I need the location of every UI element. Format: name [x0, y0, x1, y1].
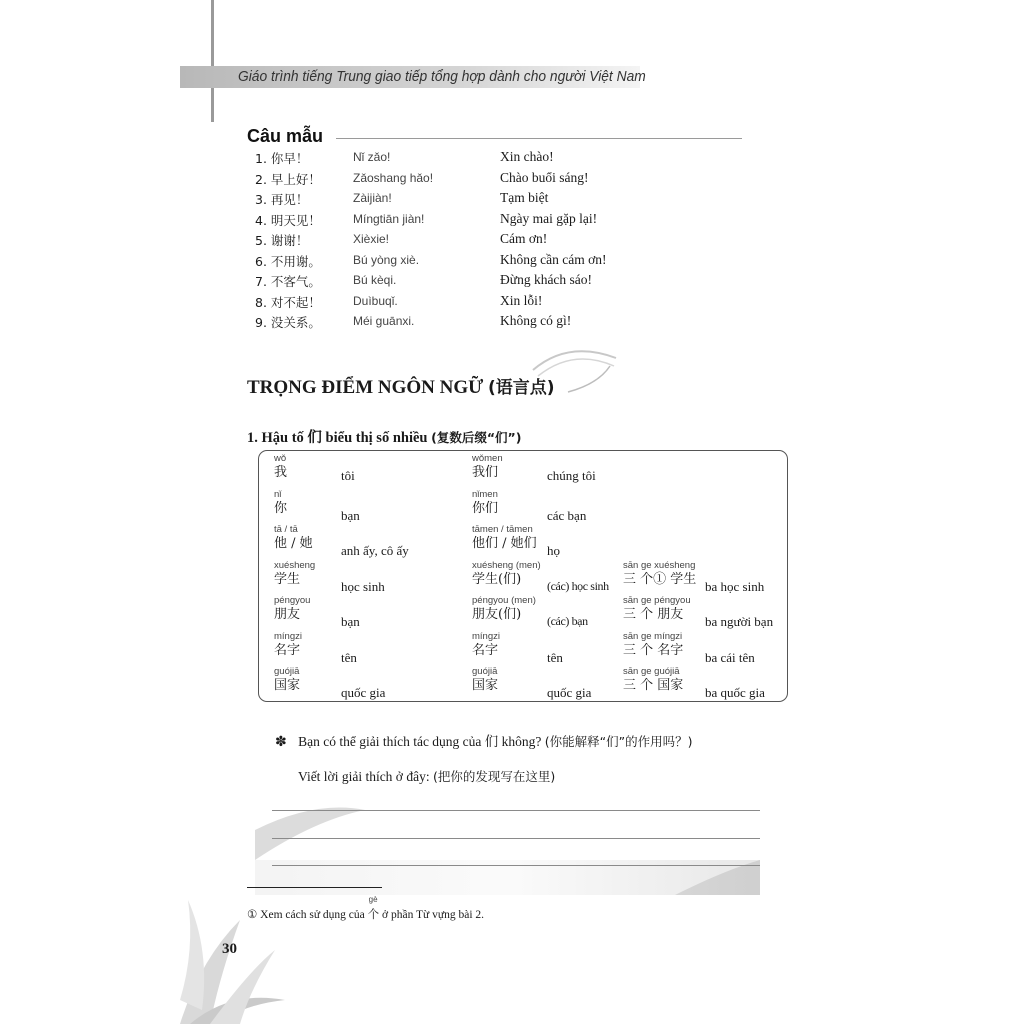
sentence-zh: 8. 对不起！ — [255, 294, 321, 310]
vocab-meaning: ba học sinh — [705, 578, 765, 594]
vocab-hanzi: 我 — [274, 465, 288, 480]
sentence-zh: 2. 早上好！ — [255, 171, 321, 187]
vocab-hanzi: 他 / 她 — [274, 536, 313, 551]
sentence-vi: Tạm biệt — [500, 190, 549, 205]
vocab-hanzi: 名字 — [472, 642, 499, 658]
vocab-pinyin: péngyou (men) — [472, 595, 536, 606]
vocab-meaning: quốc gia — [341, 685, 386, 700]
vocab-meaning: tôi — [341, 468, 355, 483]
vocab-pinyin: sān ge xuésheng — [623, 559, 696, 571]
footnote-ruby: gè — [368, 895, 378, 904]
vocab-pinyin: nǐ — [274, 488, 282, 500]
sentence-vi: Xin lỗi! — [500, 292, 543, 308]
vocab-word — [472, 489, 498, 518]
section-title-vi: TRỌNG ĐIỂM NGÔN NGỮ — [247, 377, 484, 398]
vocab-pinyin: tāmen / tāmen — [472, 524, 533, 535]
vocab-word — [472, 453, 503, 482]
answer-line[interactable] — [272, 865, 760, 866]
sentence-vi: Không có gì! — [500, 313, 572, 328]
vocab-hanzi: 国家 — [274, 678, 301, 693]
answer-vi: Viết lời giải thích ở đây: — [298, 769, 430, 784]
sample-sentences-title: Câu mẫu — [247, 126, 324, 146]
sentence-pinyin: Duìbuqǐ. — [353, 293, 398, 308]
sentence-vi: Xin chào! — [500, 149, 554, 164]
sentence-pinyin: Zǎoshang hǎo! — [353, 170, 434, 185]
sentence-pinyin: Méi guānxi. — [353, 314, 415, 328]
vocab-pinyin: wǒmen — [472, 453, 503, 464]
section-title-zh: (语言点) — [488, 378, 555, 398]
vocab-hanzi: 朋友 — [274, 607, 301, 622]
header-vertical-rule — [211, 0, 214, 122]
vocab-meaning: anh ấy, cô ấy — [341, 543, 409, 558]
vocab-word — [274, 453, 287, 482]
running-header: Giáo trình tiếng Trung giao tiếp tổng hợp dành cho người Việt Nam — [238, 68, 646, 85]
vocab-hanzi: 朋友(们) — [472, 607, 522, 622]
footnote-char — [367, 895, 380, 922]
vocab-pinyin: guójiā — [274, 666, 300, 677]
answer-zh: (把你的发现写在这里) — [432, 769, 556, 784]
vocab-hanzi: 名字 — [274, 642, 301, 658]
vocab-pinyin: tā / tā — [274, 524, 298, 535]
page-number: 30 — [222, 941, 237, 957]
vocab-pinyin: guójiā — [472, 666, 498, 677]
vocab-word — [472, 666, 498, 695]
vocab-pinyin: míngzi — [472, 630, 500, 642]
vocab-pinyin: xuésheng (men) — [472, 559, 541, 571]
sentence-zh: 6. 不用谢。 — [255, 253, 321, 269]
vocab-hanzi: 三 个① 学生 — [623, 571, 697, 587]
vocab-pinyin: sān ge péngyou — [623, 595, 691, 606]
vocab-word — [274, 489, 287, 518]
vocab-hanzi: 三 个 朋友 — [623, 607, 684, 622]
vocab-word — [274, 524, 313, 553]
vocab-word — [274, 666, 300, 695]
vocab-word — [623, 666, 683, 695]
vocab-hanzi: 他们 / 她们 — [472, 536, 537, 551]
vocab-word — [623, 560, 696, 589]
sentence-vi: Chào buổi sáng! — [500, 169, 589, 185]
sentence-zh: 9. 没关系。 — [255, 315, 321, 330]
footnote-prefix: ① Xem cách sử dụng của — [247, 909, 365, 921]
vocab-hanzi: 我们 — [472, 465, 499, 480]
vocab-word — [472, 560, 541, 589]
vocab-pinyin: míngzi — [274, 630, 302, 642]
writing-area-ornament — [255, 800, 760, 895]
vocab-meaning: tên — [341, 649, 357, 665]
vocab-word — [274, 595, 310, 624]
vocab-meaning: tên — [547, 649, 563, 665]
question-vi: Bạn có thể giải thích tác dụng của 们 không? — [298, 734, 542, 749]
sentence-vi: Ngày mai gặp lại! — [500, 210, 598, 226]
vocab-word — [623, 595, 691, 624]
sentence-zh: 3. 再见！ — [255, 192, 309, 207]
question-zh: (你能解释“们”的作用吗？) — [544, 734, 693, 749]
vocab-hanzi: 学生 — [274, 571, 301, 587]
vocab-pinyin: péngyou — [274, 595, 311, 606]
subsection-title-zh: (复数后缀“们”) — [431, 430, 522, 445]
sentence-zh: 1. 你早！ — [255, 151, 309, 166]
sentence-pinyin: Xièxie! — [353, 232, 390, 246]
vocab-hanzi: 学生(们) — [472, 571, 522, 587]
vocab-meaning: ba quốc gia — [705, 685, 765, 700]
vocab-hanzi: 国家 — [472, 678, 499, 693]
vocab-meaning: ba cái tên — [705, 649, 755, 665]
vocab-hanzi: 三 个 国家 — [623, 678, 684, 693]
answer-line[interactable] — [272, 810, 760, 811]
vocab-hanzi: 你们 — [472, 500, 499, 516]
vocab-word — [274, 560, 315, 589]
vocab-pinyin: sān ge guójiā — [623, 666, 680, 677]
vocab-meaning: ba người bạn — [705, 614, 774, 629]
sentence-vi: Cám ơn! — [500, 231, 548, 246]
sentence-vi: Không cần cám ơn! — [500, 251, 607, 267]
vocab-word — [623, 631, 683, 660]
vocab-word — [472, 595, 536, 624]
vocab-pinyin: nǐmen — [472, 488, 498, 500]
sentence-pinyin: Míngtiān jiàn! — [353, 211, 425, 226]
subsection-title — [247, 426, 521, 447]
vocab-meaning: chúng tôi — [547, 468, 596, 483]
subsection-title-vi: 1. Hậu tố 们 biểu thị số nhiều — [247, 430, 428, 446]
sentence-zh: 5. 谢谢！ — [255, 233, 309, 248]
vocab-meaning: họ — [547, 543, 560, 558]
vocab-hanzi: 你 — [274, 500, 288, 516]
vocab-pinyin: wǒ — [274, 453, 287, 464]
vocab-meaning: học sinh — [341, 578, 385, 594]
vocab-word — [472, 524, 537, 553]
footnote-char-text: 个 — [367, 907, 380, 921]
vocab-pinyin: xuésheng — [274, 559, 316, 571]
sentence-zh: 7. 不客气。 — [255, 274, 321, 289]
sample-sentences-rule — [336, 138, 742, 139]
footnote-suffix: ở phần Từ vựng bài 2. — [382, 909, 485, 921]
sentence-pinyin: Zàijiàn! — [353, 191, 392, 205]
sentence-pinyin: Bú kèqi. — [353, 273, 397, 287]
vocab-hanzi: 三 个 名字 — [623, 642, 684, 658]
vocab-meaning: bạn — [341, 507, 360, 523]
vocab-meaning: bạn — [341, 614, 360, 629]
flower-bullet-icon: ✽ — [275, 734, 287, 750]
section-title — [247, 373, 555, 399]
vocab-meaning: (các) học sinh — [547, 578, 609, 593]
sentence-vi: Đừng khách sáo! — [500, 272, 593, 287]
sentence-zh: 4. 明天见！ — [255, 212, 321, 228]
vocab-word — [274, 631, 302, 660]
vocab-pinyin: sān ge míngzi — [623, 630, 683, 642]
answer-line[interactable] — [272, 838, 760, 839]
vocab-meaning: quốc gia — [547, 685, 592, 700]
vocab-meaning: các bạn — [547, 507, 587, 523]
vocab-meaning: (các) bạn — [547, 614, 588, 628]
exercise-answer-prompt — [298, 767, 555, 785]
sentence-pinyin: Nǐ zǎo! — [353, 150, 391, 164]
sentence-pinyin: Bú yòng xiè. — [353, 252, 420, 267]
vocab-word — [472, 631, 500, 660]
exercise-question — [275, 730, 693, 750]
